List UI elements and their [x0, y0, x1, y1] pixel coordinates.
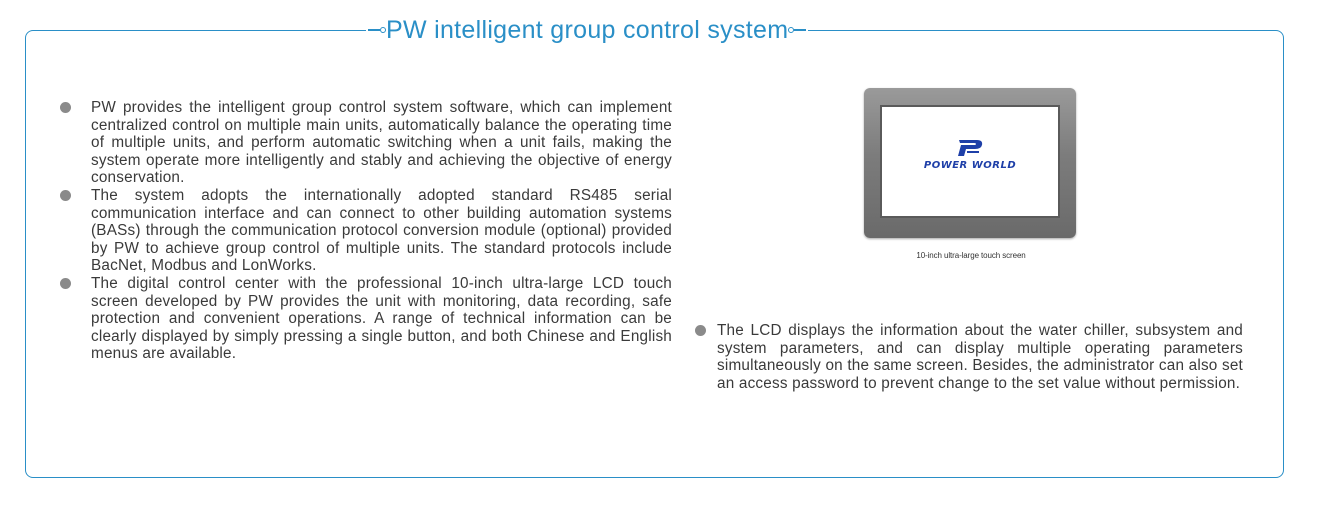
bullet-text: The LCD displays the information about the water chiller, subsystem and system parameters, and can display multiple operating parameters simultaneously on the same screen. Besides, the administrator can also set an access password to prevent change to the set value without permission.: [717, 322, 1243, 392]
title-left-rule: [368, 29, 380, 31]
bullet-dot-icon: [60, 102, 71, 113]
figure-caption: 10-inch ultra-large touch screen: [916, 251, 1026, 260]
bullet-text: The system adopts the internationally adopted standard RS485 serial communication interface and can connect to other building automation systems (BASs) through the communication protocol conversion module (optional) provided by PW to achieve group control of multiple units. The standard protocols include BacNet, Modbus and LonWorks.: [91, 186, 672, 275]
power-world-logo: [882, 139, 1058, 171]
bullet-item: [60, 275, 672, 363]
right-bullet-list: [695, 322, 1243, 392]
touch-screen-device: [864, 88, 1076, 238]
bullet-dot-icon: [695, 325, 706, 336]
bullet-item: [695, 322, 1243, 392]
bullet-text: The digital control center with the professional 10-inch ultra-large LCD touch screen developed by PW provides the unit with monitoring, data recording, safe protection and convenient operations. A range of technical information can be clearly displayed by simply pressing a single button, and both Chinese and English menus are available.: [91, 274, 672, 363]
left-bullet-list: [60, 99, 672, 363]
bullet-dot-icon: [60, 190, 71, 201]
power-world-logo-icon: [955, 139, 985, 157]
bullet-dot-icon: [60, 278, 71, 289]
section-title: [366, 14, 808, 46]
bullet-item: [60, 187, 672, 275]
bullet-text: PW provides the intelligent group control system software, which can implement centralized control on multiple main units, automatically balance the operating time of multiple units, and perform automatic switching when a unit fails, making the system operate more intelligently and stably and achieving the objective of energy conservation.: [91, 99, 672, 187]
bullet-item: [60, 99, 672, 187]
section-title-text: PW intelligent group control system: [386, 16, 789, 44]
touch-screen-figure: [864, 88, 1078, 266]
touch-screen-display: [880, 105, 1060, 218]
title-right-rule: [794, 29, 806, 31]
logo-text: POWER WORLD: [923, 160, 1017, 171]
